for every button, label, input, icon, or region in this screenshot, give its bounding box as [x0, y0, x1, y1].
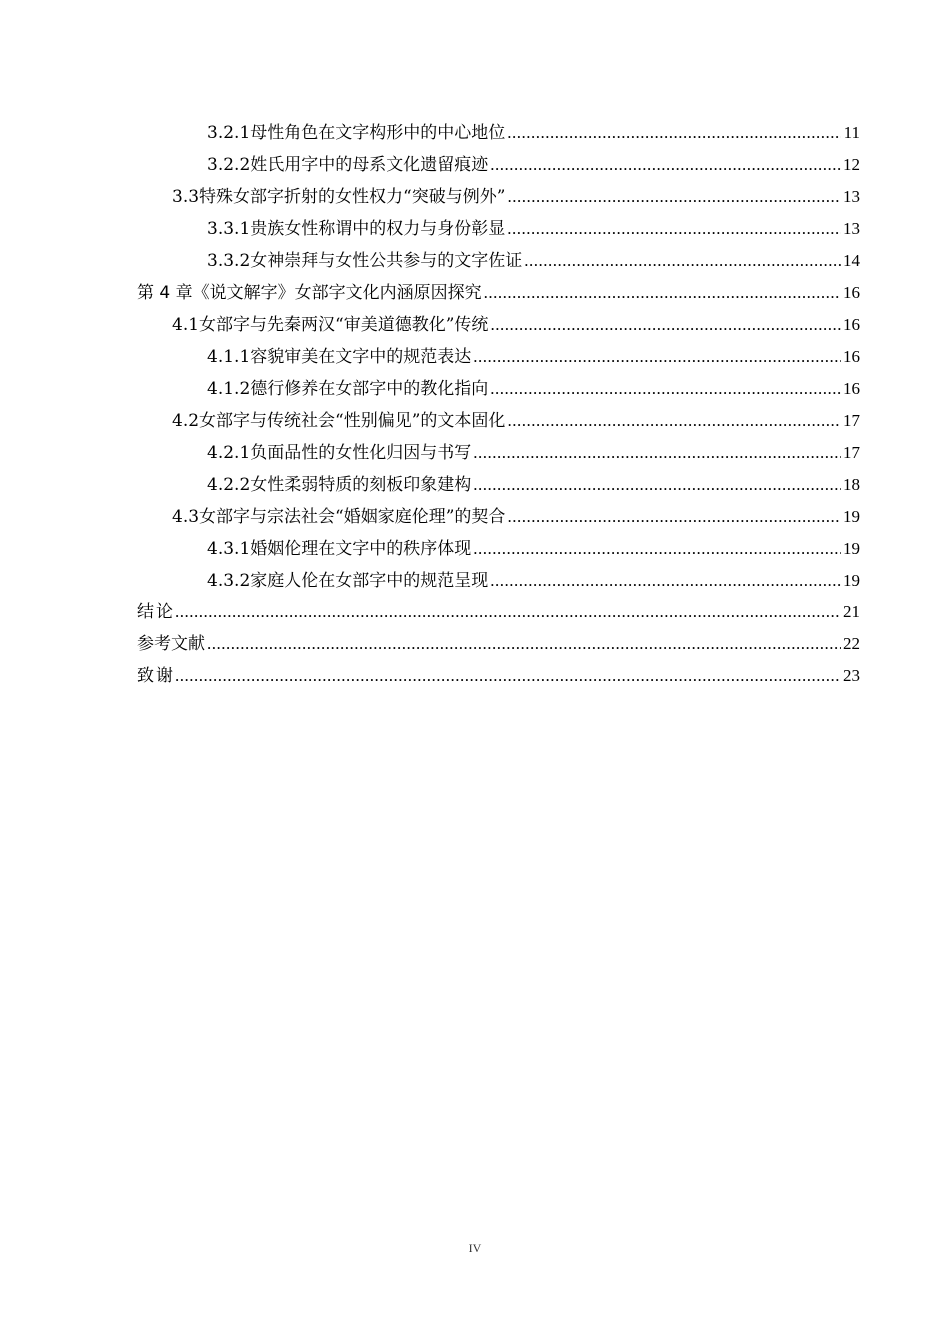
- toc-entry-number: 4.1.2: [207, 379, 251, 399]
- toc-entry-page: 13: [843, 219, 860, 238]
- toc-entry[interactable]: [207, 537, 860, 561]
- toc-entry-number: 4.3: [172, 507, 200, 527]
- dot-leader: [473, 441, 841, 465]
- toc-entry-page: 19: [843, 571, 860, 590]
- dot-leader: [507, 409, 841, 433]
- toc-entry-page: 16: [843, 347, 860, 366]
- dot-leader: [473, 473, 841, 497]
- toc-entry-title: 女部字与先秦两汉“审美道德教化”传统: [199, 315, 489, 335]
- toc-entry-number: 4.1.1: [207, 347, 251, 367]
- toc-entry[interactable]: [207, 153, 860, 177]
- toc-entry-title: 姓氏用字中的母系文化遗留痕迹: [250, 155, 489, 175]
- title-char: 致: [137, 666, 154, 686]
- toc-entry-page: 17: [843, 411, 860, 430]
- dot-leader: [490, 313, 841, 337]
- toc-entry-number: 3.3.2: [207, 251, 251, 271]
- dot-leader: [473, 345, 841, 369]
- toc-entry-title: 家庭人伦在女部字中的规范呈现: [250, 571, 489, 591]
- dot-leader: [524, 249, 841, 273]
- toc-entry-page: 14: [843, 251, 860, 270]
- toc-entry-title: 参考文献: [137, 634, 205, 654]
- dot-leader: [507, 185, 841, 209]
- toc-entry-title: 女神崇拜与女性公共参与的文字佐证: [250, 251, 523, 271]
- toc-entry-page: 12: [843, 155, 860, 174]
- dot-leader: [507, 505, 841, 529]
- toc-entry-title: [137, 600, 173, 624]
- toc-entry[interactable]: [207, 217, 860, 241]
- dot-leader: [490, 153, 841, 177]
- toc-entry-page: 21: [843, 602, 860, 621]
- toc-entry[interactable]: [172, 409, 860, 433]
- toc-entry-page: 23: [843, 666, 860, 685]
- toc-entry-page: 17: [843, 443, 860, 462]
- toc-entry-page: 22: [843, 634, 860, 653]
- toc-entry-number: 3.2.2: [207, 155, 251, 175]
- toc-entry-page: 18: [843, 475, 860, 494]
- toc-conclusion-entry[interactable]: [137, 600, 860, 624]
- toc-entry-number: 3.3: [172, 187, 200, 207]
- toc-entry-number: 4.2.1: [207, 443, 251, 463]
- dot-leader: [175, 664, 841, 688]
- toc-entry[interactable]: [207, 121, 860, 145]
- title-char: 论: [156, 602, 173, 622]
- toc-acknowledgements-entry[interactable]: [137, 664, 860, 688]
- toc-entry-title: 负面品性的女性化归因与书写: [250, 443, 472, 463]
- toc-entry-title: [137, 664, 173, 688]
- toc-entry-title: 特殊女部字折射的女性权力“突破与例外”: [199, 187, 506, 207]
- toc-entry[interactable]: [207, 569, 860, 593]
- dot-leader: [175, 600, 841, 624]
- title-char: 结: [137, 602, 154, 622]
- page-number-footer: IV: [468, 1241, 482, 1255]
- toc-entry-number: 3.2.1: [207, 123, 251, 143]
- toc-entry[interactable]: [172, 313, 860, 337]
- toc-entry-page: 19: [843, 539, 860, 558]
- dot-leader: [473, 537, 841, 561]
- toc-entry[interactable]: [207, 473, 860, 497]
- toc-entry[interactable]: [207, 345, 860, 369]
- toc-entry-title: 德行修养在女部字中的教化指向: [250, 379, 489, 399]
- toc-entry[interactable]: [172, 505, 860, 529]
- toc-entry-page: 13: [843, 187, 860, 206]
- toc-entry-page: 16: [843, 315, 860, 334]
- toc-entry[interactable]: [207, 441, 860, 465]
- toc-entry-page: 16: [843, 379, 860, 398]
- toc-entry-title: 母性角色在文字构形中的中心地位: [250, 123, 506, 143]
- title-char: 谢: [156, 666, 173, 686]
- toc-entry-number: 4.3.2: [207, 571, 251, 591]
- dot-leader: [490, 569, 841, 593]
- toc-entry-page: 19: [843, 507, 860, 526]
- toc-entry[interactable]: [172, 185, 860, 209]
- toc-chapter-entry[interactable]: [137, 281, 860, 305]
- toc-entry-number: 4.2: [172, 411, 200, 431]
- dot-leader: [490, 377, 841, 401]
- toc-entry-title: 容貌审美在文字中的规范表达: [250, 347, 472, 367]
- dot-leader: [484, 281, 841, 305]
- toc-entry-number: 4.2.2: [207, 475, 251, 495]
- toc-entry-title: 婚姻伦理在文字中的秩序体现: [250, 539, 472, 559]
- toc-entry-title: 《说文解字》女部字文化内涵原因探究: [192, 283, 482, 303]
- toc-entry-title: 女部字与传统社会“性别偏见”的文本固化: [199, 411, 506, 431]
- dot-leader: [507, 121, 841, 145]
- toc-entry-page: 16: [843, 283, 860, 302]
- dot-leader: [507, 217, 841, 241]
- toc-entry-title: 贵族女性称谓中的权力与身份彰显: [250, 219, 506, 239]
- toc-entry-number: 4.3.1: [207, 539, 251, 559]
- toc-entry[interactable]: [207, 377, 860, 401]
- toc-entry-number: 3.3.1: [207, 219, 251, 239]
- toc-entry-number: 4.1: [172, 315, 200, 335]
- toc-entry-title: 女性柔弱特质的刻板印象建构: [250, 475, 472, 495]
- toc-entry[interactable]: [207, 249, 860, 273]
- toc-references-entry[interactable]: [137, 632, 860, 656]
- toc-entry-number: 第 4 章: [137, 283, 193, 303]
- toc-entry-title: 女部字与宗法社会“婚姻家庭伦理”的契合: [199, 507, 506, 527]
- toc-entry-page: 11: [843, 123, 860, 142]
- dot-leader: [207, 632, 841, 656]
